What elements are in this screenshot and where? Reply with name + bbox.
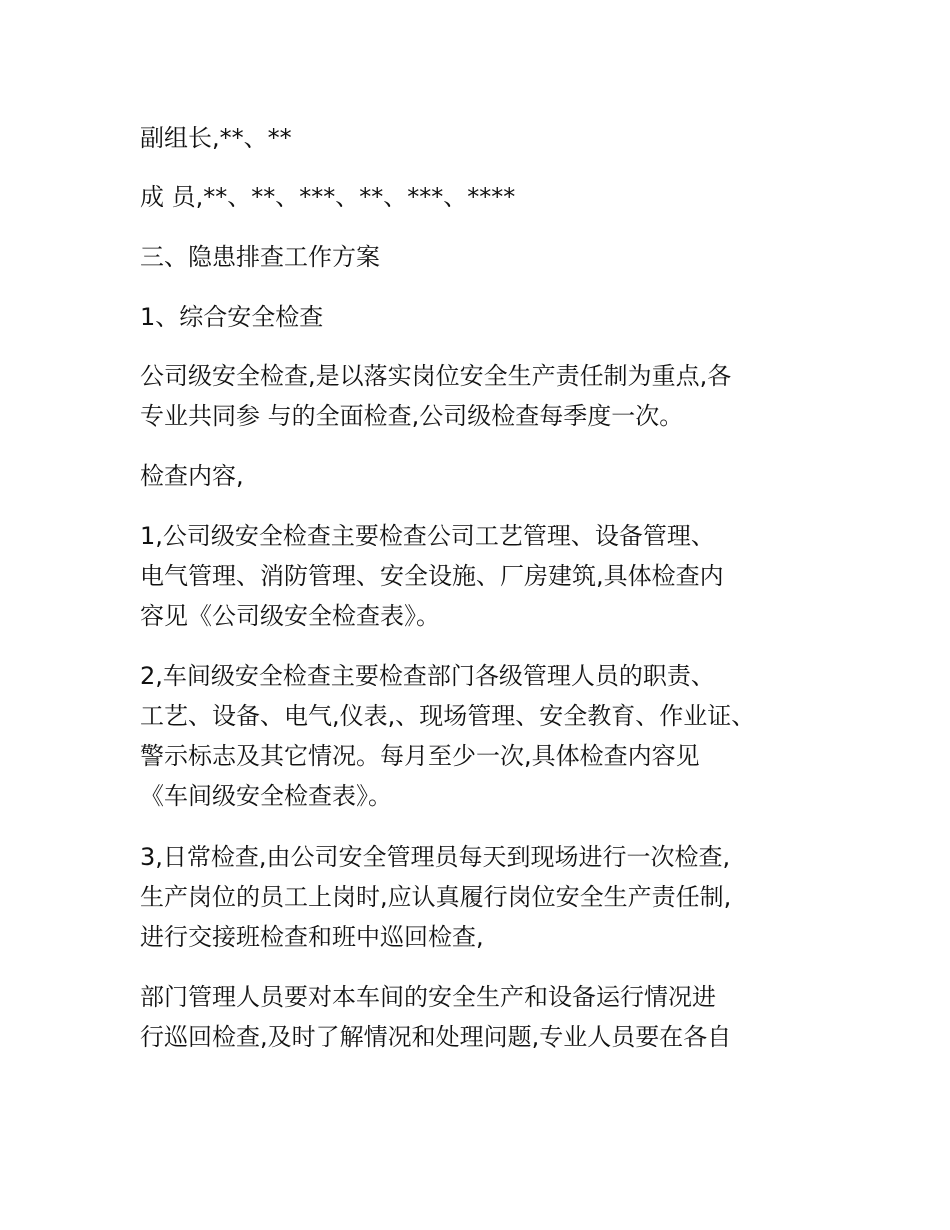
department-paragraph-line: 行巡回检查,及时了解情况和处理问题,专业人员要在各自 — [140, 1023, 732, 1051]
deputy-leader-line: 副组长,**、** — [140, 124, 292, 152]
item-3-line: 进行交接班检查和班中巡回检查, — [140, 923, 484, 951]
subsection-one-heading: 1、综合安全检查 — [140, 303, 324, 331]
check-content-label: 检查内容, — [140, 462, 244, 490]
item-3-line: 3,日常检查,由公司安全管理员每天到现场进行一次检查, — [140, 843, 731, 871]
item-1-line: 电气管理、消防管理、安全设施、厂房建筑,具体检查内 — [140, 562, 724, 590]
section-three-heading: 三、隐患排查工作方案 — [140, 243, 380, 271]
item-2-line: 《车间级安全检查表》。 — [140, 782, 392, 810]
item-1-line: 容见《公司级安全检查表》。 — [140, 602, 440, 630]
members-line: 成 员,**、**、***、**、***、**** — [140, 183, 516, 211]
item-1-line: 1,公司级安全检查主要检查公司工艺管理、设备管理、 — [140, 522, 715, 550]
company-check-paragraph-line: 专业共同参 与的全面检查,公司级检查每季度一次。 — [140, 402, 684, 430]
item-2-line: 2,车间级安全检查主要检查部门各级管理人员的职责、 — [140, 662, 715, 690]
item-2-line: 工艺、设备、电气,仪表,、现场管理、安全教育、作业证、 — [140, 702, 756, 730]
company-check-paragraph-line: 公司级安全检查,是以落实岗位安全生产责任制为重点,各 — [140, 362, 732, 390]
department-paragraph-line: 部门管理人员要对本车间的安全生产和设备运行情况进 — [140, 983, 716, 1011]
item-2-line: 警示标志及其它情况。每月至少一次,具体检查内容见 — [140, 742, 700, 770]
item-3-line: 生产岗位的员工上岗时,应认真履行岗位安全生产责任制, — [140, 883, 732, 911]
